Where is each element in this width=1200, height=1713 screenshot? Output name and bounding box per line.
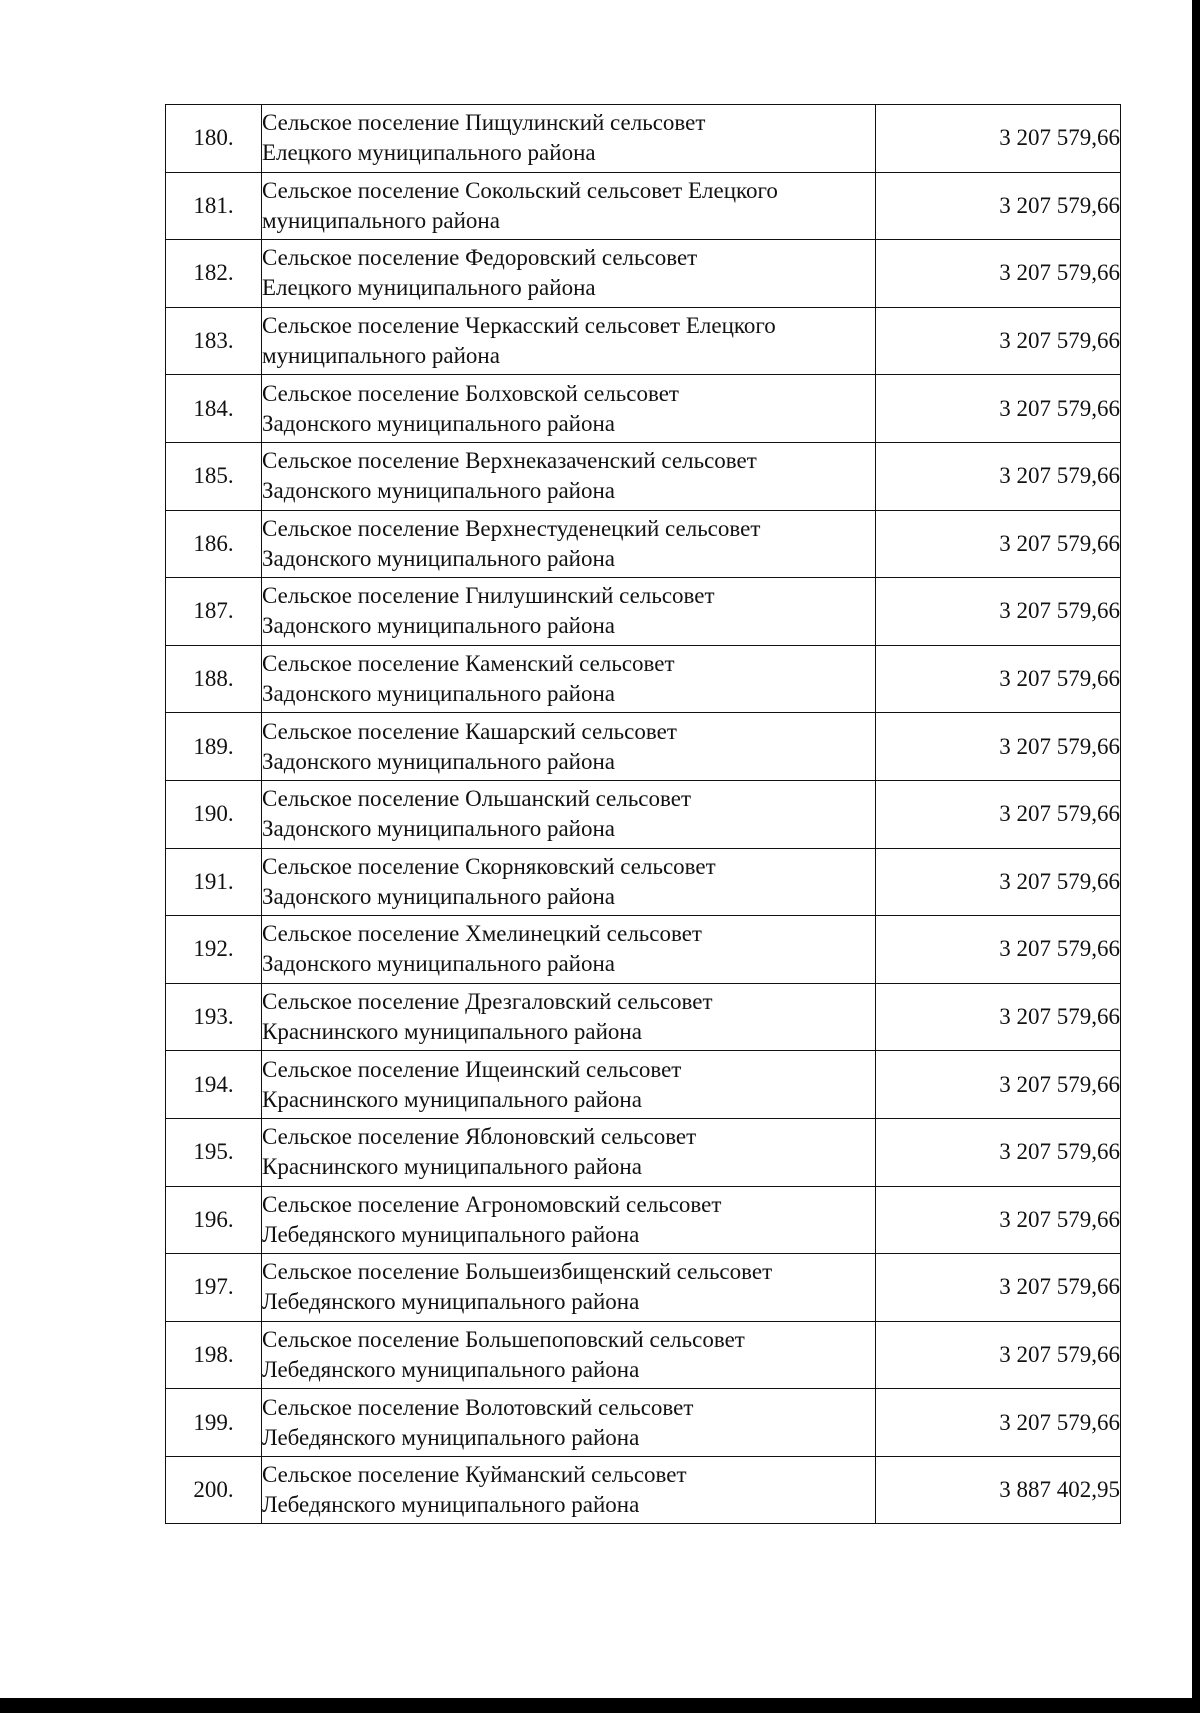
settlement-name-line-2: Елецкого муниципального района [262,275,596,301]
table-row [166,1456,1121,1524]
settlement-name [262,713,876,781]
row-number: 186. [166,510,262,578]
settlement-name [262,240,876,308]
settlement-name-line-1: Сельское поселение Верхнеказаченский сельсовет [262,448,757,474]
settlement-name-line-2: муниципального района [262,207,500,233]
table-row [166,1186,1121,1254]
settlement-name-line-2: Лебедянского муниципального района [262,1424,640,1450]
scan-edge-right [1192,0,1200,1713]
settlement-name-line-1: Сельское поселение Скорняковский сельсовет [262,853,716,879]
row-number: 185. [166,442,262,510]
amount-value: 3 207 579,66 [876,1321,1121,1389]
table-row [166,916,1121,984]
settlement-name-line-2: Задонского муниципального района [262,478,615,504]
row-number: 200. [166,1456,262,1524]
table-row [166,1254,1121,1322]
settlement-name-line-1: Сельское поселение Федоровский сельсовет [262,245,698,271]
settlement-name-line-2: Задонского муниципального района [262,748,615,774]
amount-value: 3 207 579,66 [876,240,1121,308]
amount-value: 3 207 579,66 [876,375,1121,443]
row-number: 189. [166,713,262,781]
settlement-name [262,578,876,646]
settlement-name [262,1186,876,1254]
amount-value: 3 207 579,66 [876,645,1121,713]
row-number: 184. [166,375,262,443]
row-number: 188. [166,645,262,713]
settlement-name-line-2: Задонского муниципального района [262,951,615,977]
settlement-name [262,172,876,240]
settlement-name-line-2: Лебедянского муниципального района [262,1492,640,1518]
settlement-name-line-1: Сельское поселение Волотовский сельсовет [262,1394,694,1420]
amount-value: 3 207 579,66 [876,510,1121,578]
settlement-name-line-1: Сельское поселение Яблоновский сельсовет [262,1124,697,1150]
amount-value: 3 207 579,66 [876,780,1121,848]
table-row [166,375,1121,443]
settlement-name [262,375,876,443]
settlement-name [262,442,876,510]
amount-value: 3 207 579,66 [876,1118,1121,1186]
settlement-name-line-1: Сельское поселение Сокольский сельсовет Елецкого [262,177,778,203]
settlement-name [262,105,876,173]
row-number: 195. [166,1118,262,1186]
table-row [166,105,1121,173]
settlement-name-line-2: Лебедянского муниципального района [262,1356,640,1382]
settlement-name-line-2: Краснинского муниципального района [262,1086,642,1112]
row-number: 180. [166,105,262,173]
table-row [166,1389,1121,1457]
row-number: 198. [166,1321,262,1389]
amount-value: 3 207 579,66 [876,713,1121,781]
row-number: 190. [166,780,262,848]
settlement-name-line-1: Сельское поселение Болховской сельсовет [262,380,679,406]
row-number: 187. [166,578,262,646]
settlement-name [262,1321,876,1389]
amount-value: 3 207 579,66 [876,916,1121,984]
table-row [166,442,1121,510]
row-number: 199. [166,1389,262,1457]
settlement-name [262,645,876,713]
table-row [166,1118,1121,1186]
table-body [166,105,1121,1524]
amount-value: 3 207 579,66 [876,848,1121,916]
settlement-name-line-2: Задонского муниципального района [262,545,615,571]
row-number: 183. [166,307,262,375]
settlement-name-line-2: муниципального района [262,343,500,369]
amount-value: 3 887 402,95 [876,1456,1121,1524]
amount-value: 3 207 579,66 [876,1389,1121,1457]
row-number: 194. [166,1051,262,1119]
settlement-name-line-1: Сельское поселение Верхнестуденецкий сельсовет [262,515,761,541]
table-row [166,307,1121,375]
settlement-name [262,983,876,1051]
settlement-name [262,1456,876,1524]
settlement-name-line-1: Сельское поселение Куйманский сельсовет [262,1462,687,1488]
settlement-name-line-1: Сельское поселение Ольшанский сельсовет [262,786,692,812]
settlement-name-line-2: Лебедянского муниципального района [262,1221,640,1247]
row-number: 182. [166,240,262,308]
scan-edge-bottom [0,1698,1200,1713]
settlement-name-line-1: Сельское поселение Дрезгаловский сельсовет [262,989,713,1015]
allocation-table [165,104,1121,1524]
table-row [166,578,1121,646]
row-number: 193. [166,983,262,1051]
settlement-name [262,916,876,984]
amount-value: 3 207 579,66 [876,442,1121,510]
settlement-name-line-1: Сельское поселение Большеизбищенский сельсовет [262,1259,773,1285]
settlement-name [262,307,876,375]
settlement-name-line-1: Сельское поселение Большепоповский сельсовет [262,1326,745,1352]
settlement-name-line-2: Краснинского муниципального района [262,1019,642,1045]
table-row [166,645,1121,713]
table-row [166,1321,1121,1389]
row-number: 197. [166,1254,262,1322]
settlement-name-line-2: Лебедянского муниципального района [262,1289,640,1315]
settlement-name-line-1: Сельское поселение Черкасский сельсовет Елецкого [262,313,776,339]
amount-value: 3 207 579,66 [876,307,1121,375]
table-row [166,172,1121,240]
settlement-name [262,1389,876,1457]
settlement-name [262,1254,876,1322]
settlement-name [262,848,876,916]
row-number: 192. [166,916,262,984]
table-row [166,510,1121,578]
settlement-name-line-1: Сельское поселение Хмелинецкий сельсовет [262,921,702,947]
row-number: 181. [166,172,262,240]
amount-value: 3 207 579,66 [876,172,1121,240]
settlement-name-line-2: Задонского муниципального района [262,816,615,842]
table-row [166,1051,1121,1119]
settlement-name-line-2: Краснинского муниципального района [262,1154,642,1180]
amount-value: 3 207 579,66 [876,578,1121,646]
settlement-name-line-1: Сельское поселение Пищулинский сельсовет [262,110,706,136]
settlement-name [262,780,876,848]
settlement-name-line-1: Сельское поселение Агрономовский сельсовет [262,1191,722,1217]
amount-value: 3 207 579,66 [876,1186,1121,1254]
amount-value: 3 207 579,66 [876,105,1121,173]
settlement-name [262,1051,876,1119]
settlement-name [262,510,876,578]
row-number: 191. [166,848,262,916]
settlement-name [262,1118,876,1186]
table-row [166,240,1121,308]
amount-value: 3 207 579,66 [876,983,1121,1051]
amount-value: 3 207 579,66 [876,1051,1121,1119]
table-row [166,848,1121,916]
settlement-name-line-2: Елецкого муниципального района [262,140,596,166]
settlement-name-line-2: Задонского муниципального района [262,883,615,909]
settlement-name-line-1: Сельское поселение Кашарский сельсовет [262,718,677,744]
settlement-name-line-1: Сельское поселение Каменский сельсовет [262,651,675,677]
settlement-name-line-2: Задонского муниципального района [262,613,615,639]
settlement-name-line-2: Задонского муниципального района [262,681,615,707]
settlement-name-line-2: Задонского муниципального района [262,410,615,436]
settlement-name-line-1: Сельское поселение Ищеинский сельсовет [262,1056,682,1082]
row-number: 196. [166,1186,262,1254]
amount-value: 3 207 579,66 [876,1254,1121,1322]
settlement-name-line-1: Сельское поселение Гнилушинский сельсовет [262,583,715,609]
table-row [166,713,1121,781]
table-row [166,780,1121,848]
table-row [166,983,1121,1051]
